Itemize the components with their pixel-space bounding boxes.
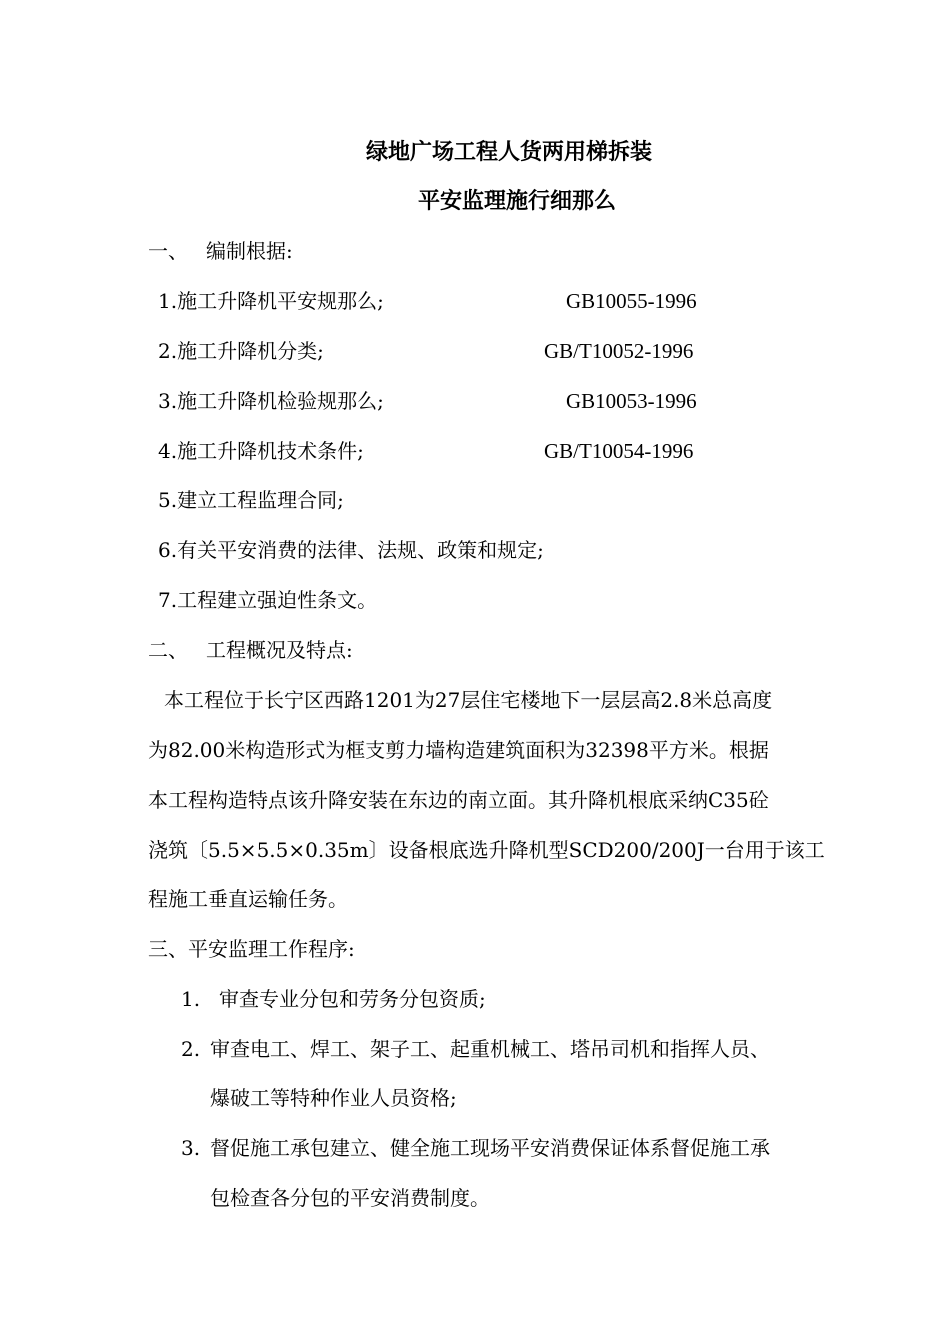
- basis-item-1: 1.施工升降机平安规那么;: [158, 289, 384, 313]
- document-title-line-2: 平安监理施行细那么: [418, 188, 617, 214]
- section-1-heading-number: 一、: [148, 239, 188, 263]
- procedure-item-3-line-1: 督促施工承包建立、健全施工现场平安消费保证体系督促施工承: [210, 1136, 770, 1160]
- basis-item-5: 5.建立工程监理合同;: [158, 488, 344, 512]
- basis-item-4-standard: GB/T10054-1996: [544, 439, 694, 463]
- procedure-item-3-line-2: 包检查各分包的平安消费制度。: [210, 1186, 490, 1210]
- basis-item-7: 7.工程建立强迫性条文。: [158, 588, 378, 612]
- basis-item-3: 3.施工升降机检验规那么;: [158, 389, 384, 413]
- procedure-item-1-number: 1.: [181, 987, 201, 1011]
- procedure-item-1-line-1: 审查专业分包和劳务分包资质;: [219, 987, 486, 1011]
- section-2-heading-number: 二、: [148, 638, 188, 662]
- basis-item-6: 6.有关平安消费的法律、法规、政策和规定;: [158, 538, 544, 562]
- document-title-line-1: 绿地广场工程人货两用梯拆装: [366, 139, 653, 165]
- overview-paragraph-line-3: 本工程构造特点该升降安装在东边的南立面。其升降机根底采纳C35砼: [148, 788, 769, 812]
- procedure-item-3-number: 3.: [181, 1136, 201, 1160]
- overview-paragraph-line-5: 程施工垂直运输任务。: [148, 887, 348, 911]
- overview-paragraph-line-1: 本工程位于长宁区西路1201为27层住宅楼地下一层层高2.8米总高度: [164, 688, 773, 712]
- overview-paragraph-line-4: 浇筑〔5.5×5.5×0.35m〕设备根底选升降机型SCD200/200J一台用于该工: [148, 838, 825, 862]
- overview-paragraph-line-2: 为82.00米构造形式为框支剪力墙构造建筑面积为32398平方米。根据: [148, 738, 769, 762]
- procedure-item-2-number: 2.: [181, 1037, 201, 1061]
- basis-item-1-standard: GB10055-1996: [566, 289, 697, 313]
- basis-item-3-standard: GB10053-1996: [566, 389, 697, 413]
- procedure-item-2-line-1: 审查电工、焊工、架子工、起重机械工、塔吊司机和指挥人员、: [210, 1037, 770, 1061]
- basis-item-2: 2.施工升降机分类;: [158, 339, 324, 363]
- basis-item-4: 4.施工升降机技术条件;: [158, 439, 364, 463]
- section-3-heading: 三、平安监理工作程序:: [148, 937, 355, 961]
- section-1-heading: 编制根据:: [206, 239, 293, 263]
- basis-item-2-standard: GB/T10052-1996: [544, 339, 694, 363]
- section-2-heading: 工程概况及特点:: [206, 638, 353, 662]
- procedure-item-2-line-2: 爆破工等特种作业人员资格;: [210, 1086, 457, 1110]
